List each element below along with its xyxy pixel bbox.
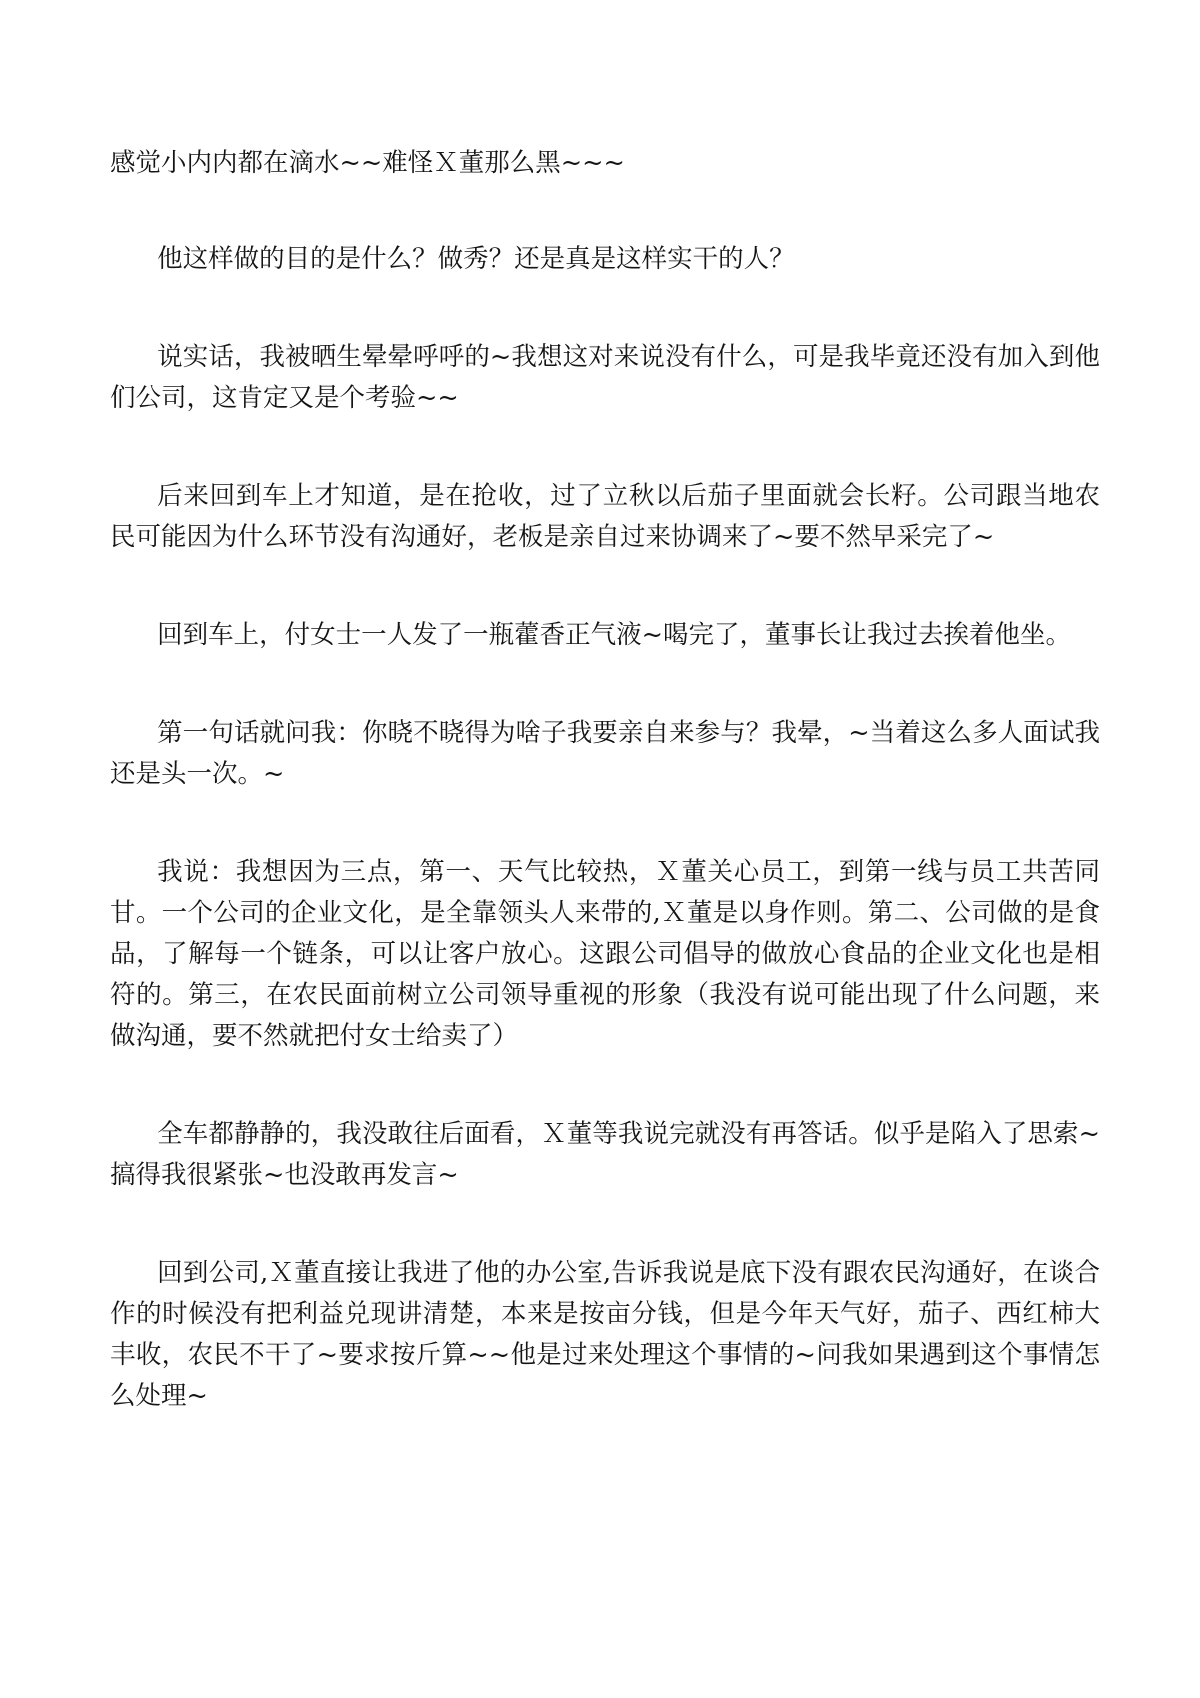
paragraph-4: 后来回到车上才知道，是在抢收，过了立秋以后茄子里面就会长籽。公司跟当地农民可能因为什么环节没有沟通好，老板是亲自过来协调来了~要不然早采完了~	[110, 481, 1100, 552]
document-body	[110, 143, 1100, 1474]
paragraph-1: 感觉小内内都在滴水~~难怪Ｘ董那么黑~~~	[110, 148, 625, 178]
paragraph-5: 回到车上，付女士一人发了一瓶藿香正气液~喝完了，董事长让我过去挨着他坐。	[157, 620, 1072, 650]
paragraph-6: 第一句话就问我：你晓不晓得为啥子我要亲自来参与？我晕，~当着这么多人面试我还是头一次。~	[110, 718, 1100, 789]
paragraph-7: 我说：我想因为三点，第一、天气比较热，Ｘ董关心员工，到第一线与员工共苦同甘。一个公司的企业文化，是全靠领头人来带的,Ｘ董是以身作则。第二、公司做的是食品，了解每一个链条，可以让客户放心。这跟公司倡导的做放心食品的企业文化也是相符的。第三，在农民面前树立公司领导重视的形象（我没有说可能出现了什么问题，来做沟通，要不然就把付女士给卖了）	[110, 857, 1100, 1051]
paragraph-3: 说实话，我被晒生晕晕呼呼的~我想这对来说没有什么，可是我毕竟还没有加入到他们公司，这肯定又是个考验~~	[110, 342, 1100, 413]
paragraph-9: 回到公司,Ｘ董直接让我进了他的办公室,告诉我说是底下没有跟农民沟通好，在谈合作的时候没有把利益兑现讲清楚，本来是按亩分钱，但是今年天气好，茄子、西红柿大丰收，农民不干了~要求按斤算~~他是过来处理这个事情的~问我如果遇到这个事情怎么处理~	[110, 1258, 1100, 1411]
paragraph-8: 全车都静静的，我没敢往后面看，Ｘ董等我说完就没有再答话。似乎是陷入了思索~搞得我很紧张~也没敢再发言~	[110, 1119, 1100, 1190]
paragraph-2: 他这样做的目的是什么？做秀？还是真是这样实干的人？	[157, 244, 795, 274]
